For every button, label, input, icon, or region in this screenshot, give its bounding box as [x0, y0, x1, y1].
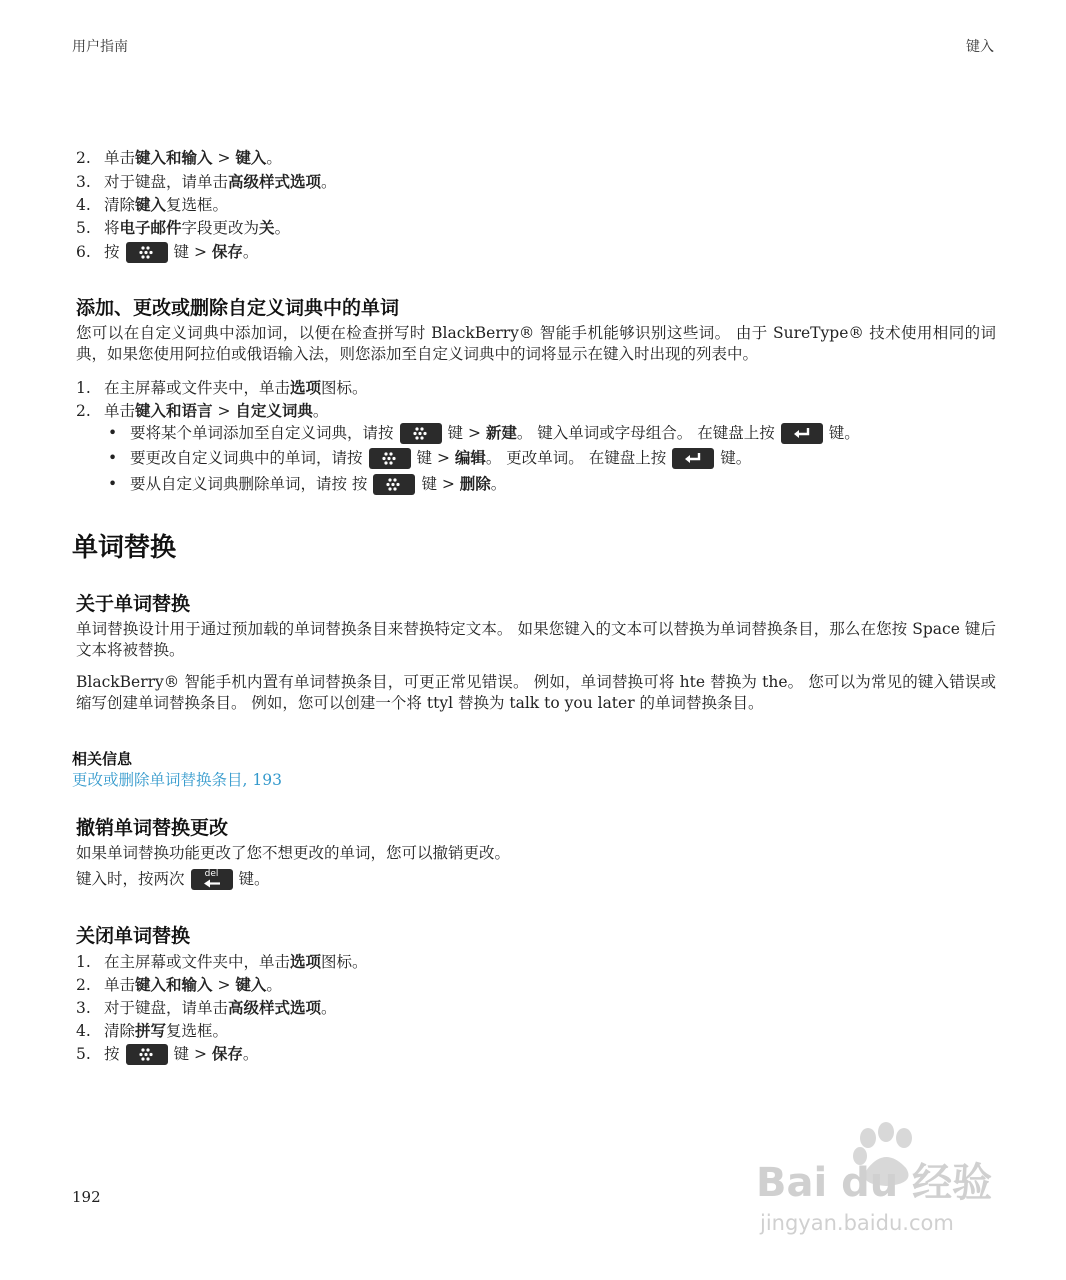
enter-key-icon: [672, 448, 714, 469]
section-heading: 添加、更改或删除自定义词典中的单词: [76, 297, 400, 319]
baidu-watermark-logo: [756, 1118, 1006, 1238]
list-item: 1. 在主屏幕或文件夹中，单击选项图标。: [76, 379, 368, 397]
section-heading: 撤销单词替换更改: [76, 817, 229, 839]
list-item: 5. 按 键 > 保存。: [76, 1045, 259, 1063]
list-item: 2. 单击键入和输入 > 键入。: [76, 149, 282, 167]
enter-key-icon: [781, 423, 823, 444]
paragraph: 键入时，按两次 del 键。: [76, 868, 270, 888]
list-item: 3. 对于键盘，请单击高级样式选项。: [76, 999, 337, 1017]
menu-key-icon: [373, 474, 415, 495]
menu-key-icon: [369, 448, 411, 469]
menu-key-icon: [126, 1044, 168, 1065]
running-header-left: 用户指南: [72, 39, 128, 55]
watermark-url: jingyan.baidu.com: [760, 1211, 954, 1235]
section-heading: 关闭单词替换: [76, 925, 191, 947]
delete-key-icon: del: [191, 869, 233, 890]
section-heading: 关于单词替换: [76, 593, 191, 615]
list-item: 2. 单击键入和语言 > 自定义词典。: [76, 402, 329, 420]
list-item: 6. 按 键 > 保存。: [76, 243, 259, 261]
running-header-right: 键入: [966, 39, 994, 55]
paragraph: BlackBerry® 智能手机内置有单词替换条目，可更正常见错误。 例如，单词替换可将 hte 替换为 the。 您可以为常见的键入错误或缩写创建单词替换条目。 例如，您可以创建一个将 ttyl 替换为 talk to you later 的单词替换条目。: [76, 673, 996, 712]
menu-key-icon: [400, 423, 442, 444]
bullet-item: • 要将某个单词添加至自定义词典，请按 键 > 新建。 键入单词或字母组合。 在键盘上按 键。: [108, 424, 860, 442]
list-item: 5. 将电子邮件字段更改为关。: [76, 219, 291, 237]
paragraph: 单词替换设计用于通过预加载的单词替换条目来替换特定文本。 如果您键入的文本可以替换为单词替换条目，那么在您按 Space 键后文本将被替换。: [76, 620, 996, 659]
related-link[interactable]: 更改或删除单词替换条目, 193: [72, 771, 282, 789]
menu-key-icon: [126, 242, 168, 263]
bullet-item: • 要更改自定义词典中的单词，请按 键 > 编辑。 更改单词。 在键盘上按 键。: [108, 449, 752, 467]
bullet-item: • 要从自定义词典删除单词，请按 按 键 > 删除。: [108, 475, 507, 493]
related-info-label: 相关信息: [72, 750, 133, 768]
list-item: 4. 清除键入复选框。: [76, 196, 229, 214]
chapter-title: 单词替换: [72, 533, 177, 563]
list-item: 2. 单击键入和输入 > 键入。: [76, 976, 282, 994]
watermark-brand: Bai du 经验: [756, 1160, 993, 1206]
paragraph: 如果单词替换功能更改了您不想更改的单词，您可以撤销更改。: [76, 844, 511, 862]
list-item: 4. 清除拼写复选框。: [76, 1022, 229, 1040]
list-item: 1. 在主屏幕或文件夹中，单击选项图标。: [76, 953, 368, 971]
list-item: 3. 对于键盘，请单击高级样式选项。: [76, 173, 337, 191]
page-number: 192: [72, 1188, 101, 1206]
paragraph: 您可以在自定义词典中添加词，以便在检查拼写时 BlackBerry® 智能手机能够识别这些词。 由于 SureType® 技术使用相同的词典，如果您使用阿拉伯或俄语输入法，则您添加至自定义词典中的词将显示在键入时出现的列表中。: [76, 324, 996, 363]
